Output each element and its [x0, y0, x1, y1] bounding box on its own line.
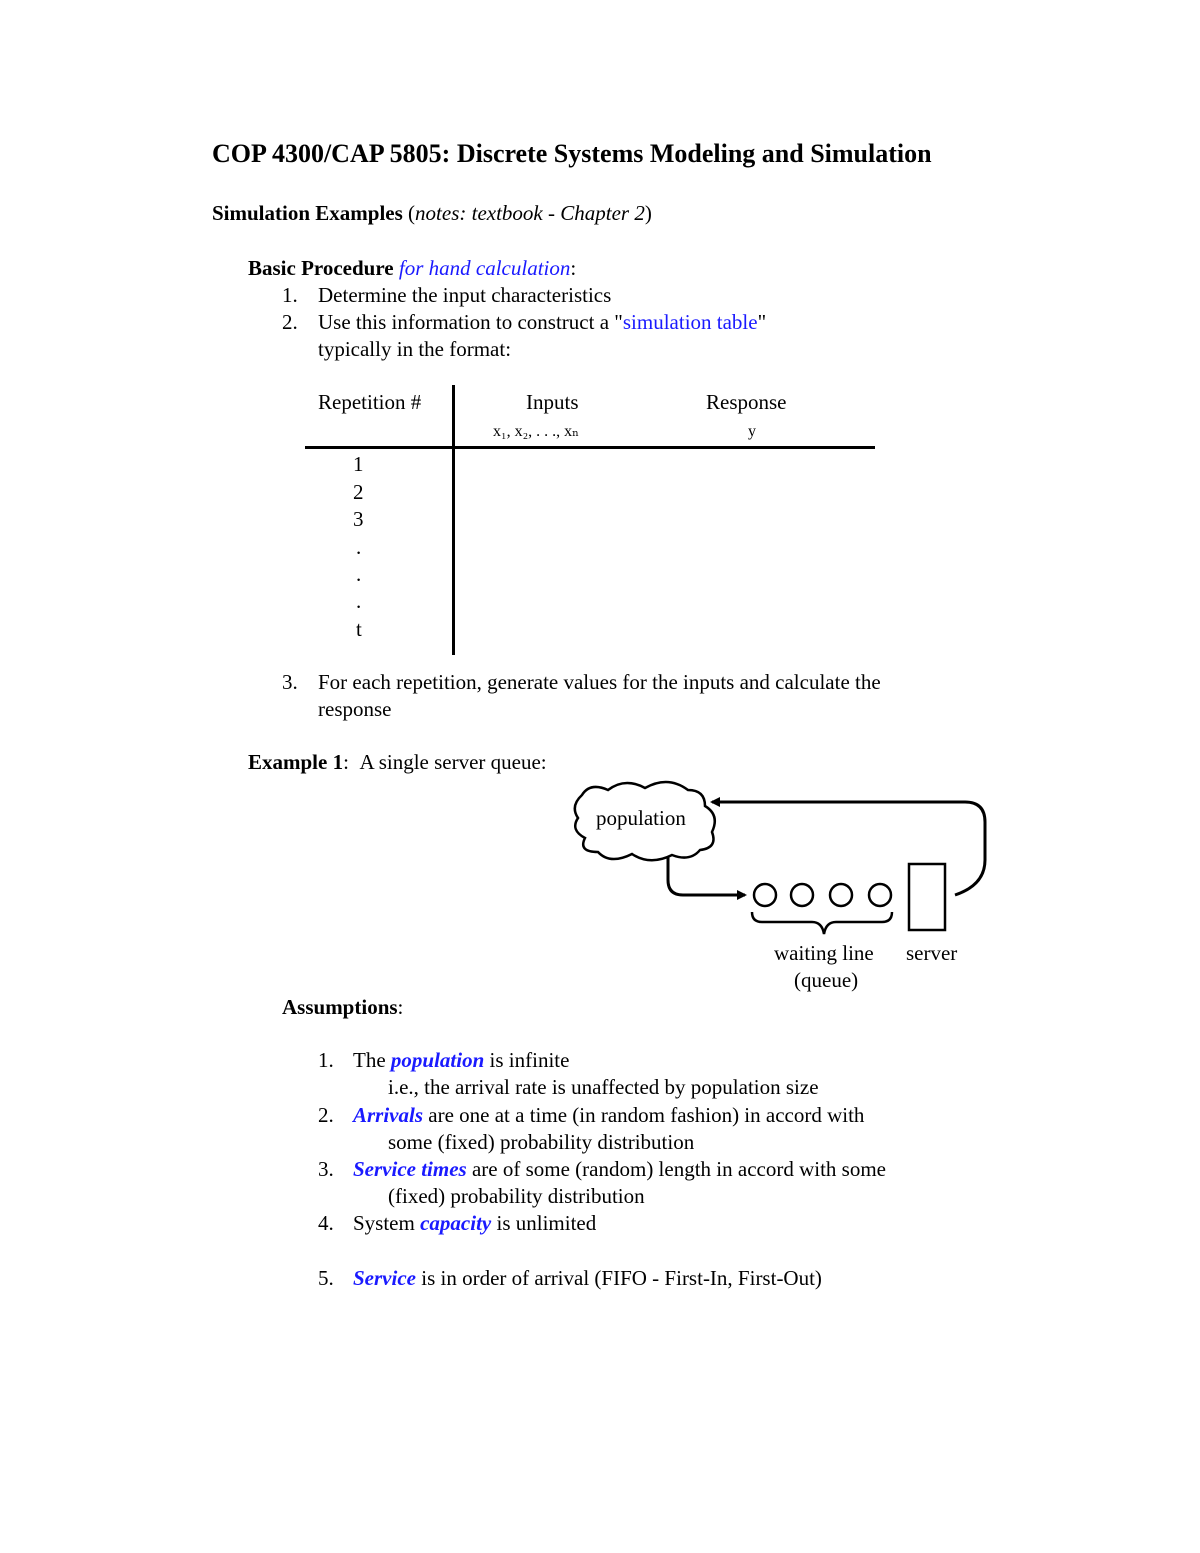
table-row-label: 3	[353, 507, 364, 531]
section-note: notes: textbook - Chapter 2	[415, 201, 645, 225]
assumption-5-text	[353, 1268, 822, 1289]
assumption-4-text	[353, 1213, 596, 1234]
example-1-text: A single server queue:	[359, 750, 547, 774]
step-3-continuation: response	[318, 697, 392, 721]
assumption-4-pre: System	[353, 1211, 421, 1235]
table-row-label: .	[356, 535, 362, 559]
example-1-label: Example 1	[248, 750, 344, 774]
assumption-4-post: is unlimited	[491, 1211, 597, 1235]
assumption-2-post: are one at a time (in random fashion) in accord with	[423, 1103, 865, 1127]
queue-label: (queue)	[794, 968, 859, 992]
col-repetition-header: Repetition #	[318, 390, 422, 414]
queue-brace	[752, 912, 892, 934]
table-row-label: t	[356, 617, 362, 641]
basic-procedure-sub: for hand calculation	[398, 256, 571, 280]
col-response-header: Response	[706, 390, 787, 414]
assumptions-heading	[282, 997, 403, 1018]
step-2-text-b: "	[757, 310, 767, 334]
section-note-open: (	[408, 201, 416, 225]
table-row-label: 1	[353, 452, 364, 476]
assumption-2-num: 2.	[318, 1103, 334, 1127]
assumption-3-post: are of some (random) length in accord with some	[466, 1157, 887, 1181]
step-1-num: 1.	[282, 283, 298, 307]
term-population: population	[390, 1048, 485, 1072]
assumption-2-continuation: some (fixed) probability distribution	[388, 1130, 695, 1154]
customer-circle	[791, 884, 813, 906]
assumption-3-continuation: (fixed) probability distribution	[388, 1184, 645, 1208]
arrival-arrow	[668, 856, 745, 895]
col-response-subheader: y	[748, 423, 756, 440]
example-1-colon: :	[343, 750, 349, 774]
step-2-text-a: Use this information to construct a "	[318, 310, 623, 334]
assumption-1-continuation: i.e., the arrival rate is unaffected by population size	[388, 1075, 819, 1099]
col-inputs-subheader: x₁, x₂, . . ., xₙ	[493, 423, 580, 440]
term-capacity: capacity	[420, 1211, 492, 1235]
col-inputs-header: Inputs	[526, 390, 579, 414]
assumption-5-post: is in order of arrival (FIFO - First-In, First-Out)	[415, 1266, 822, 1290]
customer-circle	[830, 884, 852, 906]
step-1-text: Determine the input characteristics	[318, 283, 612, 307]
basic-procedure-label: Basic Procedure	[248, 256, 394, 280]
term-arrivals: Arrivals	[353, 1103, 424, 1127]
customer-circle	[754, 884, 776, 906]
table-row-label: 2	[353, 480, 364, 504]
term-service-times: Service times	[353, 1157, 467, 1181]
assumption-5-num: 5.	[318, 1266, 334, 1290]
server-box	[909, 864, 945, 930]
assumption-4-num: 4.	[318, 1211, 334, 1235]
assumption-1-text	[353, 1050, 569, 1071]
waiting-line-label: waiting line	[774, 941, 874, 965]
step-2-continuation: typically in the format:	[318, 337, 512, 361]
customer-circle	[869, 884, 891, 906]
assumption-1-num: 1.	[318, 1048, 334, 1072]
server-label: server	[906, 941, 958, 965]
section-note-close: )	[644, 201, 652, 225]
assumption-1-pre: The	[353, 1048, 391, 1072]
step-3-num: 3.	[282, 670, 298, 694]
assumptions-colon: :	[397, 995, 404, 1019]
basic-procedure-colon: :	[570, 256, 577, 280]
assumption-3-num: 3.	[318, 1157, 334, 1181]
assumption-2-text	[353, 1105, 864, 1126]
population-label: population	[596, 806, 686, 830]
assumptions-label: Assumptions	[282, 995, 398, 1019]
step-3-text: For each repetition, generate values for the inputs and calculate the	[318, 670, 881, 694]
assumption-3-text	[353, 1159, 886, 1180]
term-service: Service	[353, 1266, 416, 1290]
simulation-table-term: simulation table	[622, 310, 758, 334]
table-row-label: .	[356, 562, 362, 586]
section-heading-label: Simulation Examples	[212, 201, 403, 225]
assumption-1-post: is infinite	[484, 1048, 570, 1072]
step-2-num: 2.	[282, 310, 298, 334]
table-row-label: .	[356, 589, 362, 613]
page-title: COP 4300/CAP 5805: Discrete Systems Modeling and Simulation	[212, 139, 932, 168]
